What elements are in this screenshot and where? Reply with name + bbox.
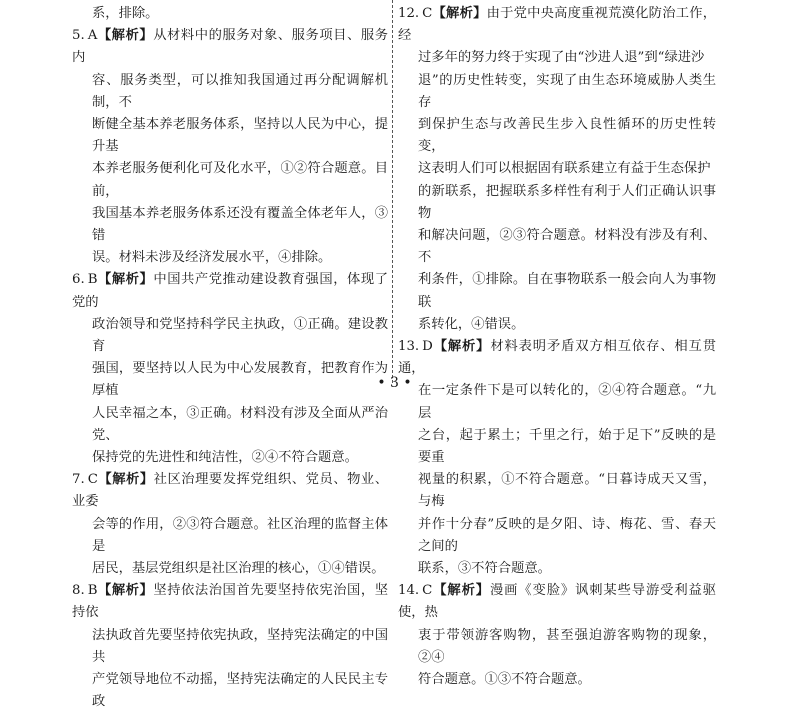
analysis-tag: 【解析】 — [97, 583, 154, 599]
item-text-line: 容、服务类型，可以推知我国通过再分配调解机制，不 — [92, 72, 388, 110]
analysis-tag: 【解析】 — [432, 6, 487, 21]
item-text-line: 过多年的努力终于实现了由“沙进人退”到“绿进沙 — [418, 50, 705, 66]
item-text-line: 强国，要坚持以人民为中心发展教育，把教育作为厚植 — [92, 361, 388, 399]
item-first-line — [72, 269, 388, 313]
item-first-line — [398, 3, 716, 47]
item-text-line: 视量的积累，①不符合题意。“日暮诗成天又雪，与梅 — [418, 472, 716, 510]
item-text-line: 联系，③不符合题意。 — [418, 561, 551, 577]
item-number: 5. — [72, 28, 85, 44]
left-column — [72, 3, 388, 714]
item-text-line: 本养老服务便利化可及化水平，①②符合题意。目前， — [92, 161, 388, 199]
item-text-line: 的新联系，把握联系多样性有利于人们正确认识事物 — [418, 183, 716, 221]
item-text-line: 法执政首先要坚持依宪执政，坚持宪法确定的中国共 — [92, 627, 388, 665]
item-text-line: 衷于带领游客购物，甚至强迫游客购物的现象，②④ — [418, 627, 716, 665]
item-text-line: 系转化，④错误。 — [418, 316, 525, 332]
answer-item — [398, 3, 716, 336]
answer-letter: D — [422, 339, 433, 355]
answer-item — [72, 469, 388, 580]
answer-letter: C — [422, 583, 433, 599]
item-text-line: 政治领导和党坚持科学民主执政，①正确。建设教育 — [92, 316, 388, 355]
item-text-line: 人民幸福之本，③正确。材料没有涉及全面从严治党、 — [92, 405, 388, 443]
item-number: 6. — [72, 272, 85, 288]
analysis-tag: 【解析】 — [432, 583, 490, 599]
item-text-line: 保持党的先进性和纯洁性，②④不符合题意。 — [92, 450, 358, 466]
item-text-line: 之台，起于累土；千里之行，始于足下”反映的是要重 — [418, 427, 716, 466]
item-text: 由于党中央高度重视荒漠化防治工作，经 — [398, 6, 717, 44]
item-text-line: 产党领导地位不动摇，坚持宪法确定的人民民主专政 — [92, 672, 388, 710]
answer-item — [72, 269, 388, 469]
item-number: 13. — [398, 339, 420, 355]
analysis-tag: 【解析】 — [97, 28, 154, 44]
item-text: 坚持依法治国首先要坚持依宪治国，坚持依 — [72, 583, 389, 621]
item-text-line: 居民，基层党组织是社区治理的核心，①④错误。 — [92, 561, 385, 577]
item-text-line: 在一定条件下是可以转化的，②④符合题意。“九层 — [418, 383, 716, 421]
item-text-line: 我国基本养老服务体系还没有覆盖全体老年人，③错 — [92, 205, 388, 244]
item-text: 从材料中的服务对象、服务项目、服务内 — [72, 28, 389, 66]
answer-item — [398, 336, 716, 580]
answer-item — [398, 580, 716, 691]
item-text-line: 退”的历史性转变，实现了由生态环境威胁人类生存 — [418, 72, 716, 110]
answer-item — [72, 3, 388, 25]
item-first-line — [398, 580, 716, 624]
item-text-line: 符合题意。①③不符合题意。 — [418, 672, 591, 688]
item-text-line: 和解决问题，②③符合题意。材料没有涉及有利、不 — [418, 228, 716, 266]
right-column — [398, 3, 716, 691]
answer-letter: C — [422, 6, 433, 21]
item-text: 材料表明矛盾双方相互依存、相互贯通， — [398, 339, 717, 377]
item-text-line: 会等的作用，②③符合题意。社区治理的监督主体是 — [92, 516, 388, 554]
answer-letter: C — [87, 472, 98, 488]
item-number: 7. — [72, 472, 85, 488]
answer-item — [72, 580, 388, 713]
item-text-line: 到保护生态与改善民生步入良性循环的历史性转变， — [418, 117, 716, 155]
item-text: 中国共产党推动建设教育强国，体现了党的 — [72, 272, 389, 310]
item-first-line — [72, 580, 388, 624]
item-first-line — [398, 336, 716, 380]
item-first-line — [72, 25, 388, 69]
answer-letter: B — [87, 583, 98, 599]
item-text-line: 利条件，①排除。自在事物联系一般会向人为事物联 — [418, 272, 716, 310]
item-number: 14. — [398, 583, 420, 599]
analysis-tag: 【解析】 — [97, 272, 154, 288]
item-text-line: 系，排除。 — [92, 6, 159, 21]
analysis-tag: 【解析】 — [97, 472, 154, 488]
column-divider — [392, 0, 393, 383]
answer-letter: A — [87, 28, 98, 44]
item-text-line: 断健全基本养老服务体系，坚持以人民为中心，提升基 — [92, 117, 388, 155]
item-text: 社区治理要发挥党组织、党员、物业、业委 — [72, 472, 389, 510]
item-text: 漫画《变脸》讽刺某些导游受利益驱使，热 — [398, 583, 717, 621]
item-text-line: 误。材料未涉及经济发展水平，④排除。 — [92, 250, 332, 266]
item-text-line: 并作十分春”反映的是夕阳、诗、梅花、雪、春天之间的 — [418, 516, 716, 554]
item-number: 8. — [72, 583, 85, 599]
page-number: • 3 • — [377, 375, 412, 391]
answer-item — [72, 25, 388, 269]
analysis-tag: 【解析】 — [432, 339, 491, 355]
item-text-line: 这表明人们可以根据固有联系建立有益于生态保护 — [418, 161, 711, 177]
item-number: 12. — [398, 6, 420, 21]
item-first-line — [72, 469, 388, 513]
answer-letter: B — [87, 272, 98, 288]
